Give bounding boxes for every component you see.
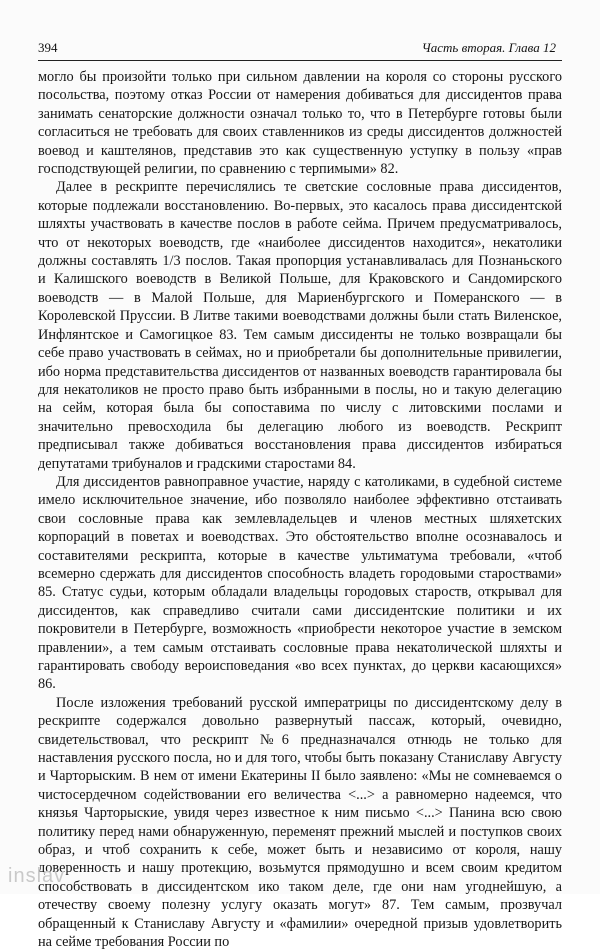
body-text <box>38 68 562 952</box>
page-header <box>38 40 562 61</box>
watermark: inslav <box>8 865 66 887</box>
paragraph: Для диссидентов равноправное участие, наряду с католиками, в судебной системе имело исключительное значение, ибо позволяло наиболее эффективно отстаивать свои сословные права как землевладельцев и членов местных шляхетских корпораций в поветах и воеводствах. Это обстоятельство вполне осознавалось и составителями рескрипта, которые в качестве ультиматума требовали, «чтоб всемерно сдержать для диссидентов способность владеть городовыми староствами» 85. Статус судьи, которым обладали владельцы городовых староств, открывал для диссидентов, как справедливо считали сами диссидентские политики и их покровители в Петербурге, возможность «приобрести некоторое участие в земском правлении», а тем самым отстаивать сословные права некатолической шляхты и гарантировать свободу вероисповедания «во всех пунктах, до церкви касающихся» 86. <box>38 473 562 693</box>
page-number: 394 <box>38 40 58 55</box>
paragraph: Далее в рескрипте перечислялись те светские сословные права диссидентов, которые подлежали восстановлению. Во-первых, это касалось права диссидентской шляхты участвовать в качестве послов в работе сейма. Причем предусматривалось, что от некоторых воеводств, где «наиболее диссидентов находится», некатолики должны составлять 1/3 послов. Такая пропорция устанавливалась для Познаньского и Калишского воеводств в Великой Польше, для Краковского и Сандомирского воеводств — в Малой Польше, для Мариенбургского и Померанского — в Королевской Пруссии. В Литве такими воеводствами должны были стать Виленское, Инфлянтское и Самогицкое 83. Тем самым диссиденты не только возвращали бы себе право участвовать в сеймах, но и приобретали бы дополнительные привилегии, ибо норма представительства диссидентов от названных воеводств гарантировала бы для некатоликов не просто право быть избранными в послы, но и такую делегацию на сейм, которая была бы сопоставима по числу с литовскими послами и значительно превосходила бы делегацию любого из воеводств. Рескрипт предписывал также добиваться восстановления права диссидентов избираться депутатами трибуналов и градскими старостами 84. <box>38 179 562 472</box>
running-head: Часть вторая. Глава 12 <box>421 40 556 55</box>
paragraph: могло бы произойти только при сильном давлении на короля со стороны русского посольства, поэтому отказ России от намерения добиваться для диссидентов права занимать сенаторские должности означал только то, что в Петербурге готовы были согласиться не требовать для своих ставленников из среды диссидентов должностей воевод и каштелянов, представив это как существенную уступку в пользу «прав господствующей религии, по сравнению с терпимыми» 82. <box>38 69 562 178</box>
paragraph: После изложения требований русской императрицы по диссидентскому делу в рескрипте содержался довольно развернутый пассаж, который, очевидно, свидетельствовал, что рескрипт №6 предназначался отнюдь не только для наставления русского посла, но и для того, чтобы быть показану Станиславу Августу и Чарторыским. В нем от имени Екатерины II было заявлено: «Мы не сомневаемся о чистосердечном содействовании его величества <...> а равномерно надеемся, что князья Чарторыские, увидя через известное к ним письмо <...> Панина всю свою политику перед нами обнаруженную, переменят прежний мыслей и поступков своих образ, и чтоб сохранить к себе, может быть и независимо от короля, нашу доверенность и нашу протекцию, возьмутся прямодушно и всем своим кредитом способствовать в диссидентском ико таком деле, где они нам угоднейшую, а отечеству своему полезну услугу оказать могут» 87. Тем самым, прозвучал обращенный к Станиславу Августу и «фамилии» очередной призыв удовлетворить на сейме требования России по <box>38 694 562 951</box>
